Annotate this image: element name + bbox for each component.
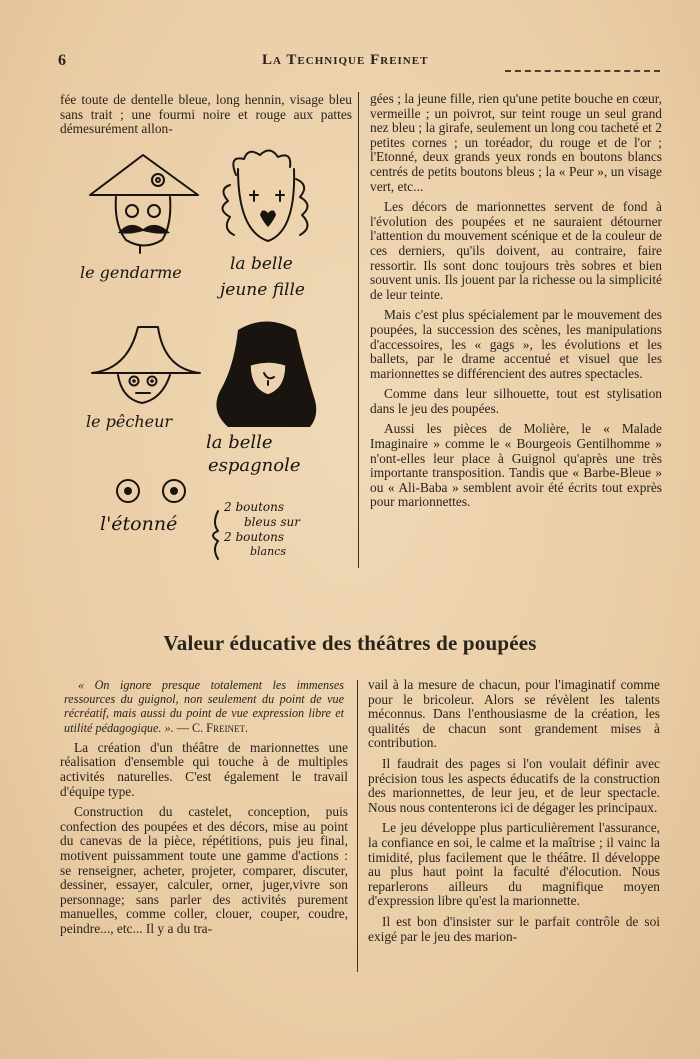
caption-jeune-fille-2: jeune fille	[220, 280, 305, 300]
bottom-left-column	[60, 678, 348, 943]
bottom-right-paragraph-3: Le jeu développe plus particulièrement l'assurance, la confiance en soi, le calme et la maîtrise ; il vainc la timidité, plus facilement que le théâtre. Il développe au plus haut point la faculté d'élocution. Nous reparlerons ailleurs du magnifique moyen d'expression libre qu'est la marionnette.	[368, 820, 660, 909]
gendarme-drawing	[90, 155, 198, 253]
caption-gendarme: le gendarme	[80, 263, 182, 282]
caption-jeune-fille-1: la belle	[230, 254, 293, 274]
bottom-right-paragraph-2: Il faudrait des pages si l'on voulait définir avec précision tous les aspects éducatifs de la construction des marionnettes, de leur jeu, et de leur spectacle. Nous nous contenterons ici de dégager les principaux.	[368, 755, 660, 815]
column-rule-top	[358, 92, 359, 568]
caption-boutons-4: blancs	[250, 545, 287, 558]
epigraph	[60, 678, 348, 735]
espagnole-drawing	[216, 322, 316, 428]
page-number: 6	[58, 52, 66, 69]
caption-pecheur: le pêcheur	[86, 412, 173, 431]
bottom-left-paragraph-1: La création d'un théâtre de marionnettes une réalisation d'ensemble qui touche à de multiples activités naturelles. C'est également le travail d'équipe type.	[60, 739, 348, 799]
bottom-left-paragraph-2: Construction du castelet, conception, puis confection des poupées et des décors, mise au point du canevas de la pièce, répétitions, puis jeu final, motivent puissamment toute une gamme d'actions : se renseigner, acheter, projeter, comparer, discuter, dessiner, essayer, calculer, orner, juger,vivre son personnage; sans parler des activités purement manuelles, comme coller, clouer, couper, coudre, peindre..., etc... Il y a du tra-	[60, 804, 348, 936]
top-right-paragraph-5: Aussi les pièces de Molière, le « Malade Imaginaire » comme le « Bourgeois Gentilhomme » n'ont-elles leur place à Guignol qu'après une très importante transposition. Tandis que « Barbe-Bleue » ou « Ali-Baba » semblent avoir été écrits tout exprès pour marionnettes.	[370, 421, 662, 510]
header-rule	[505, 70, 660, 72]
caption-boutons-1: 2 boutons	[224, 500, 285, 514]
pecheur-drawing	[92, 327, 200, 403]
caption-boutons-2: bleus sur	[244, 515, 300, 529]
top-right-column	[370, 92, 662, 516]
top-left-column	[60, 93, 352, 143]
caption-espagnole-1: la belle	[206, 432, 273, 453]
column-rule-bottom	[357, 680, 358, 972]
running-title: La Technique Freinet	[262, 52, 429, 68]
bottom-right-column	[368, 678, 660, 950]
top-right-paragraph-2: Les décors de marionnettes servent de fond à l'évolution des poupées et ne sauraient détourner l'attention du mouvement scénique et de la couleur de ces derniers, qu'ils doivent, au contraire, faire ressortir. Ils sont donc toujours très sobres et bien souvent unis. Ils jouent par la richesse ou la simplicité de leur teinte.	[370, 199, 662, 302]
puppet-sketches-svg	[78, 145, 348, 565]
bottom-right-paragraph-4: Il est bon d'insister sur le parfait contrôle de soi exigé par le jeu des marion-	[368, 913, 660, 944]
bottom-right-paragraph-1: vail à la mesure de chacun, pour l'imaginatif comme pour le bricoleur. Alors se révèlent les talents méconnus. Dans l'enthousiasme de la création, les qualités de chacun sont grandement mises à contribution.	[368, 677, 660, 751]
caption-etonne: l'étonné	[100, 513, 178, 535]
section-title: Valeur éducative des théâtres de poupées	[163, 631, 537, 655]
epigraph-text: « On ignore presque totalement les immenses ressources du guignol, non seulement du point de vue récréatif, mais aussi du point de vue expression libre et utilité pédagogique. ».	[64, 678, 344, 735]
top-left-intro: fée toute de dentelle bleue, long hennin, visage bleu sans trait ; une fourmi noire et rouge aux pattes démesurément allon-	[60, 92, 352, 137]
epigraph-author: — C. Freinet.	[176, 720, 248, 735]
caption-espagnole-2: espagnole	[208, 455, 301, 476]
top-right-paragraph-3: Mais c'est plus spécialement par le mouvement des poupées, la succession des scènes, les manipulations d'accessoires, les « gags », les évolutions et les ballets, par le drame accentué et visuel que les marionnettes se différencient des autres spectacles.	[370, 307, 662, 381]
caption-boutons-3: 2 boutons	[224, 530, 285, 544]
jeune-fille-drawing	[222, 150, 307, 241]
puppet-drawings	[78, 145, 348, 565]
top-right-paragraph-4: Comme dans leur silhouette, tout est stylisation dans le jeu des poupées.	[370, 386, 662, 416]
top-right-paragraph-1: gées ; la jeune fille, rien qu'une petite bouche en cœur, vermeille ; un poivrot, sur teint rouge un seul grand nez bleu ; la girafe, seulement un long cou tacheté et 2 petites cornes ; un toréador, du rouge et de l'or ; l'Etonné, deux grands yeux ronds en boutons blancs centrés de petits boutons bleus ; la « Peur », un visage vert, etc...	[370, 91, 662, 194]
